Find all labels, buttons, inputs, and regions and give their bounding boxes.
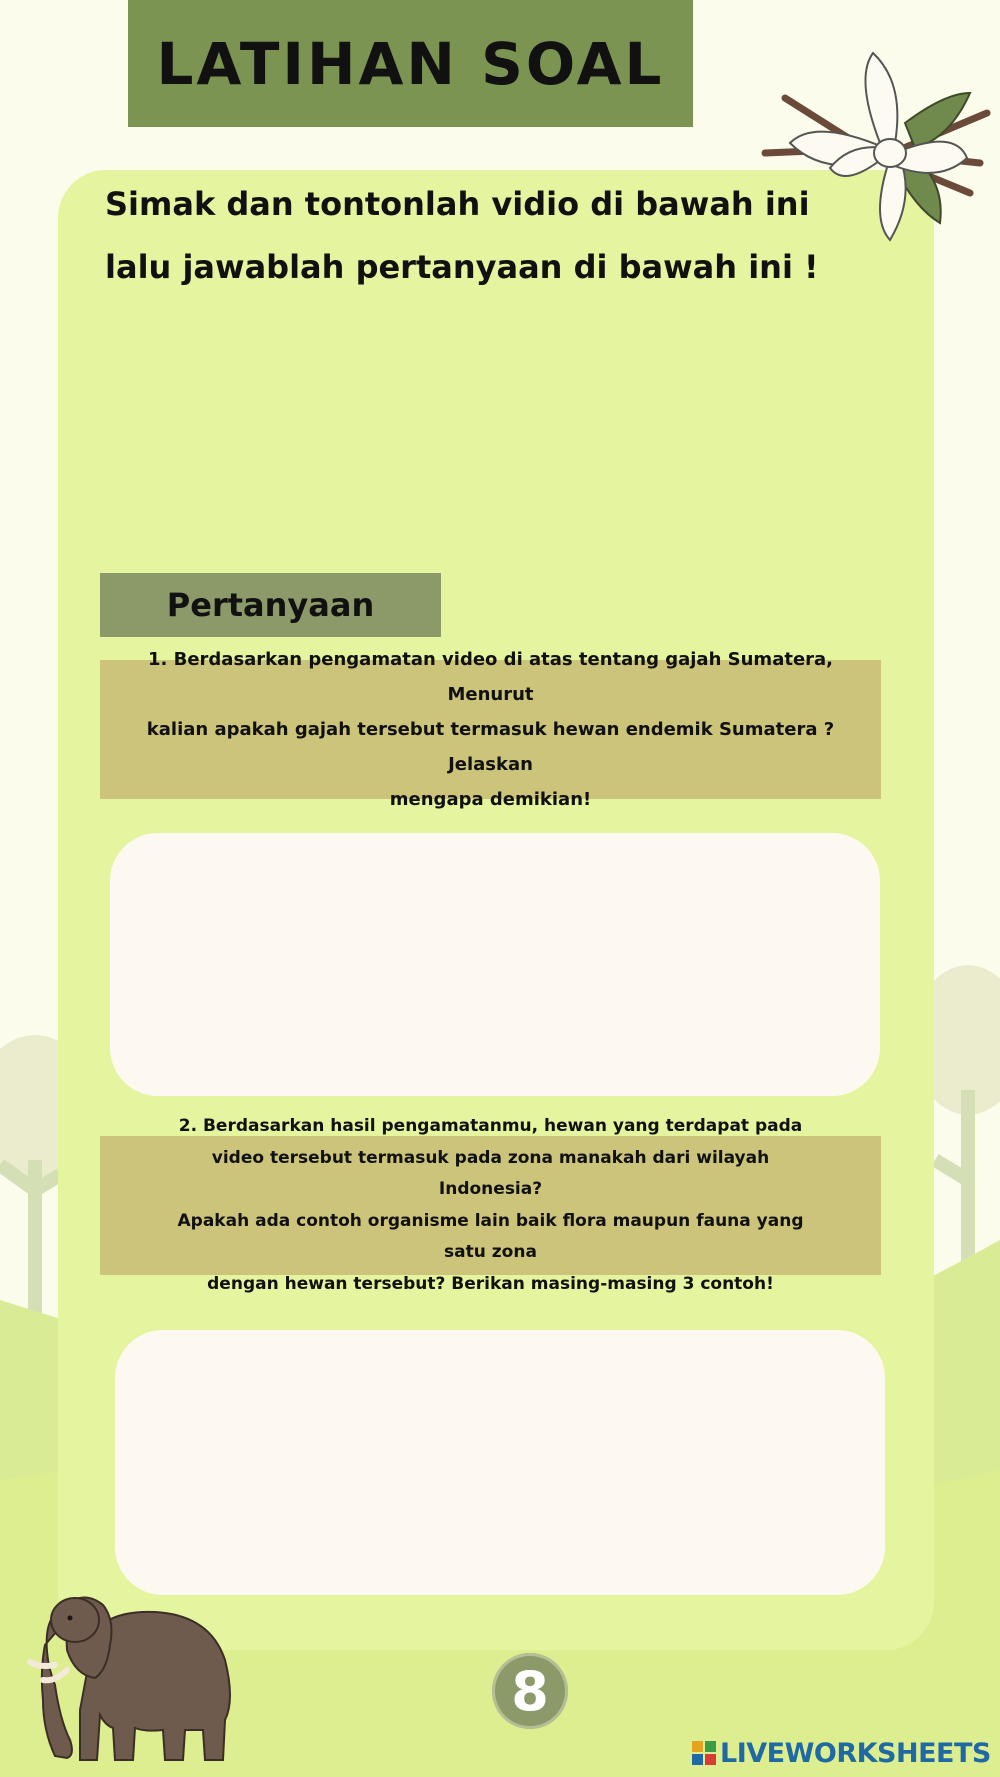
instruction-line-1: Simak dan tontonlah vidio di bawah ini xyxy=(105,185,810,223)
question-1-box xyxy=(100,649,881,810)
section-heading: Pertanyaan xyxy=(166,586,375,624)
answer-1-field[interactable] xyxy=(110,833,880,1096)
answer-2-field[interactable] xyxy=(115,1330,885,1595)
question-2-box xyxy=(100,1116,881,1294)
brand-footer[interactable] xyxy=(692,1737,991,1769)
question-1-text xyxy=(124,642,857,817)
page-title: LATIHAN SOAL xyxy=(156,29,665,98)
title-banner xyxy=(128,0,693,127)
instruction-line-2: lalu jawablah pertanyaan di bawah ini ! xyxy=(105,248,819,286)
question-2-line: video tersebut termasuk pada zona manakah dari wilayah Indonesia? xyxy=(211,1147,770,1199)
question-2-text xyxy=(160,1111,821,1300)
section-heading-box xyxy=(100,573,441,637)
brand-name: LIVEWORKSHEETS xyxy=(720,1737,991,1769)
elephant-icon xyxy=(25,1590,240,1765)
question-2-line: dengan hewan tersebut? Berikan masing-masing 3 contoh! xyxy=(207,1273,774,1294)
question-1-line: mengapa demikian! xyxy=(389,789,592,810)
liveworksheets-logo-icon xyxy=(692,1741,716,1765)
page-number: 8 xyxy=(511,1659,549,1723)
page-number-badge xyxy=(492,1653,568,1729)
question-1-line: 1. Berdasarkan pengamatan video di atas tentang gajah Sumatera, Menurut xyxy=(147,649,834,705)
question-2-line: Apakah ada contoh organisme lain baik flora maupun fauna yang satu zona xyxy=(177,1210,804,1262)
question-1-line: kalian apakah gajah tersebut termasuk hewan endemik Sumatera ? Jelaskan xyxy=(146,719,835,775)
question-2-line: 2. Berdasarkan hasil pengamatanmu, hewan yang terdapat pada xyxy=(178,1116,803,1136)
